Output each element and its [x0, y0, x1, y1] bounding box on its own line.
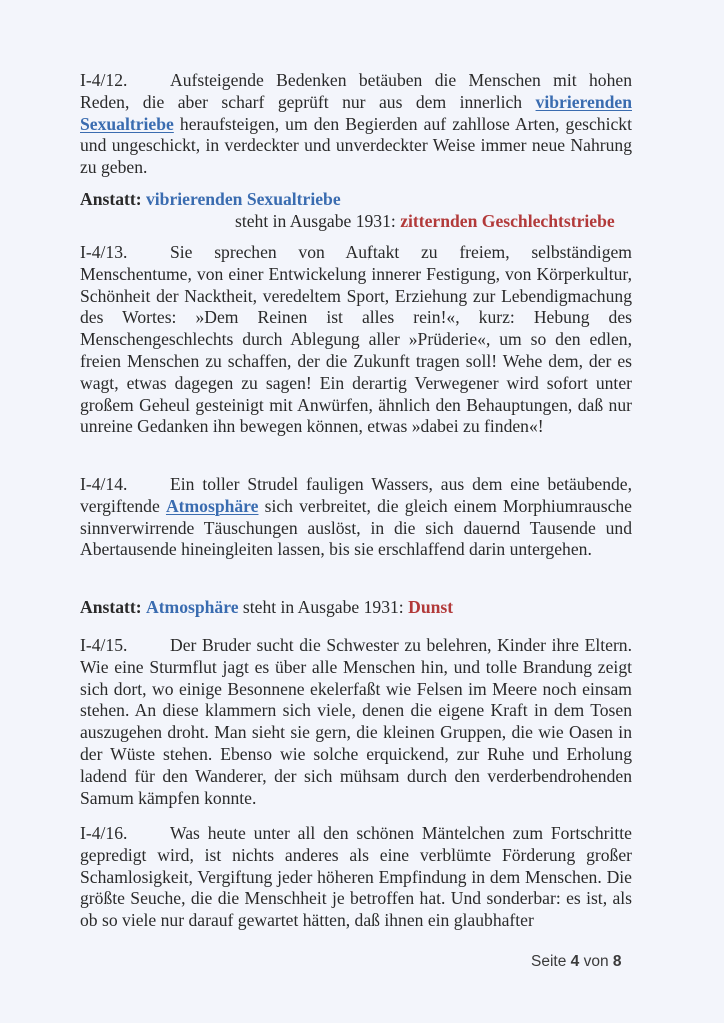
section-i-4-13: [80, 242, 632, 438]
total-pages-number: 8: [612, 953, 622, 970]
section-i-4-16: [80, 823, 632, 932]
footer-separator: von: [583, 953, 609, 970]
section-i-4-14: [80, 474, 632, 561]
footer-prefix: Seite: [531, 953, 567, 970]
section-i-4-12: [80, 70, 632, 179]
section-number: I-4/12.: [80, 70, 128, 90]
note-replacement-term: Dunst: [408, 597, 454, 617]
section-text: Sie sprechen von Auftakt zu freiem, selbständigem Menschentume, von einer Entwickelung innerer Festigung, von Körperkultur, Schönheit der Nacktheit, veredeltem Sport, Erziehung zur Lebendigmachung des Wortes: »Dem Reinen ist alles rein!«, kurz: Hebung des Menschengeschlechts durch Ablegung aller »Prüderie«, um so den edlen, freien Menschen zu schaffen, der die Zukunft tragen soll! Wehe dem, der es wagt, etwas dagegen zu sagen! Ein derartig Verwegener wird sofort unter großem Geheul gesteinigt mit Anwürfen, ähnlich den Behauptungen, daß nur unreine Gedanken ihn bewegen können, etwas »dabei zu finden«!: [80, 242, 632, 437]
section-number: I-4/14.: [80, 474, 128, 494]
note-original-term: Atmosphäre: [145, 597, 239, 617]
section-number: I-4/16.: [80, 823, 128, 843]
section-text-continued: heraufsteigen, um den Begierden auf zahllose Arten, geschickt und ungeschickt, in verdeckter und unverdeckter Weise immer neue Nahrung zu geben.: [80, 113, 632, 178]
current-page-number: 4: [570, 953, 580, 970]
section-i-4-15: [80, 635, 632, 809]
page-footer: [531, 953, 622, 971]
note-lead-label: Anstatt:: [80, 189, 142, 209]
variant-note-lead: [80, 188, 341, 211]
section-number: I-4/13.: [80, 242, 128, 262]
highlighted-term[interactable]: vibrierenden Sexualtriebe: [80, 91, 632, 134]
highlighted-term[interactable]: Atmosphäre: [165, 495, 259, 516]
section-text: Ein toller Strudel fauligen Wassers, aus dem eine betäubende, vergiftende: [80, 474, 632, 516]
note-replacement-term: zitternden Geschlechtstriebe: [400, 211, 615, 231]
variant-note-edition: [80, 210, 615, 233]
variant-note: [80, 596, 453, 619]
section-text: Was heute unter all den schönen Mäntelchen zum Fortschritte gepredigt wird, ist nichts anderes als eine verblümte Förderung großer Schamlosigkeit, Vergiftung jeder höheren Empfindung in dem Menschen. Die größte Seuche, die die Menschheit je betroffen hat. Und sonderbar: es ist, als ob so viele nur darauf gewartet hätten, daß ihnen ein glaubhafter: [80, 823, 632, 931]
section-text: Aufsteigende Bedenken betäuben die Menschen mit hohen Reden, die aber scharf geprüft nur aus dem innerlich: [80, 70, 632, 112]
section-number: I-4/15.: [80, 635, 128, 655]
note-original-term: vibrierenden Sexualtriebe: [145, 189, 341, 209]
note-lead-label: Anstatt:: [80, 597, 142, 617]
section-text-continued: sich verbreitet, die gleich einem Morphiumrausche sinnverwirrende Täuschungen auslöst, in die sich dauernd Tausende und Abertausende hineingleiten lassen, bis sie erschlaffend darin untergehen.: [80, 495, 632, 560]
note-edition-text: steht in Ausgabe 1931:: [235, 211, 396, 231]
section-text: Der Bruder sucht die Schwester zu belehren, Kinder ihre Eltern. Wie eine Sturmflut jagt es über alle Menschen hin, und tolle Brandung zeigt sich dort, wo einige Besonnene ekelerfaßt wie Felsen im Meere noch einsam stehen. An diese klammern sich viele, denen die eigene Kraft in dem Tosen auszugehen droht. Man sieht sie gern, die kleinen Gruppen, die wie Oasen in der Wüste stehen. Ebenso wie solche erquickend, zur Ruhe und Erholung ladend für den Wanderer, der sich mühsam durch den verderbendrohenden Samum kämpfen konnte.: [80, 635, 632, 808]
note-edition-text: steht in Ausgabe 1931:: [242, 597, 404, 617]
